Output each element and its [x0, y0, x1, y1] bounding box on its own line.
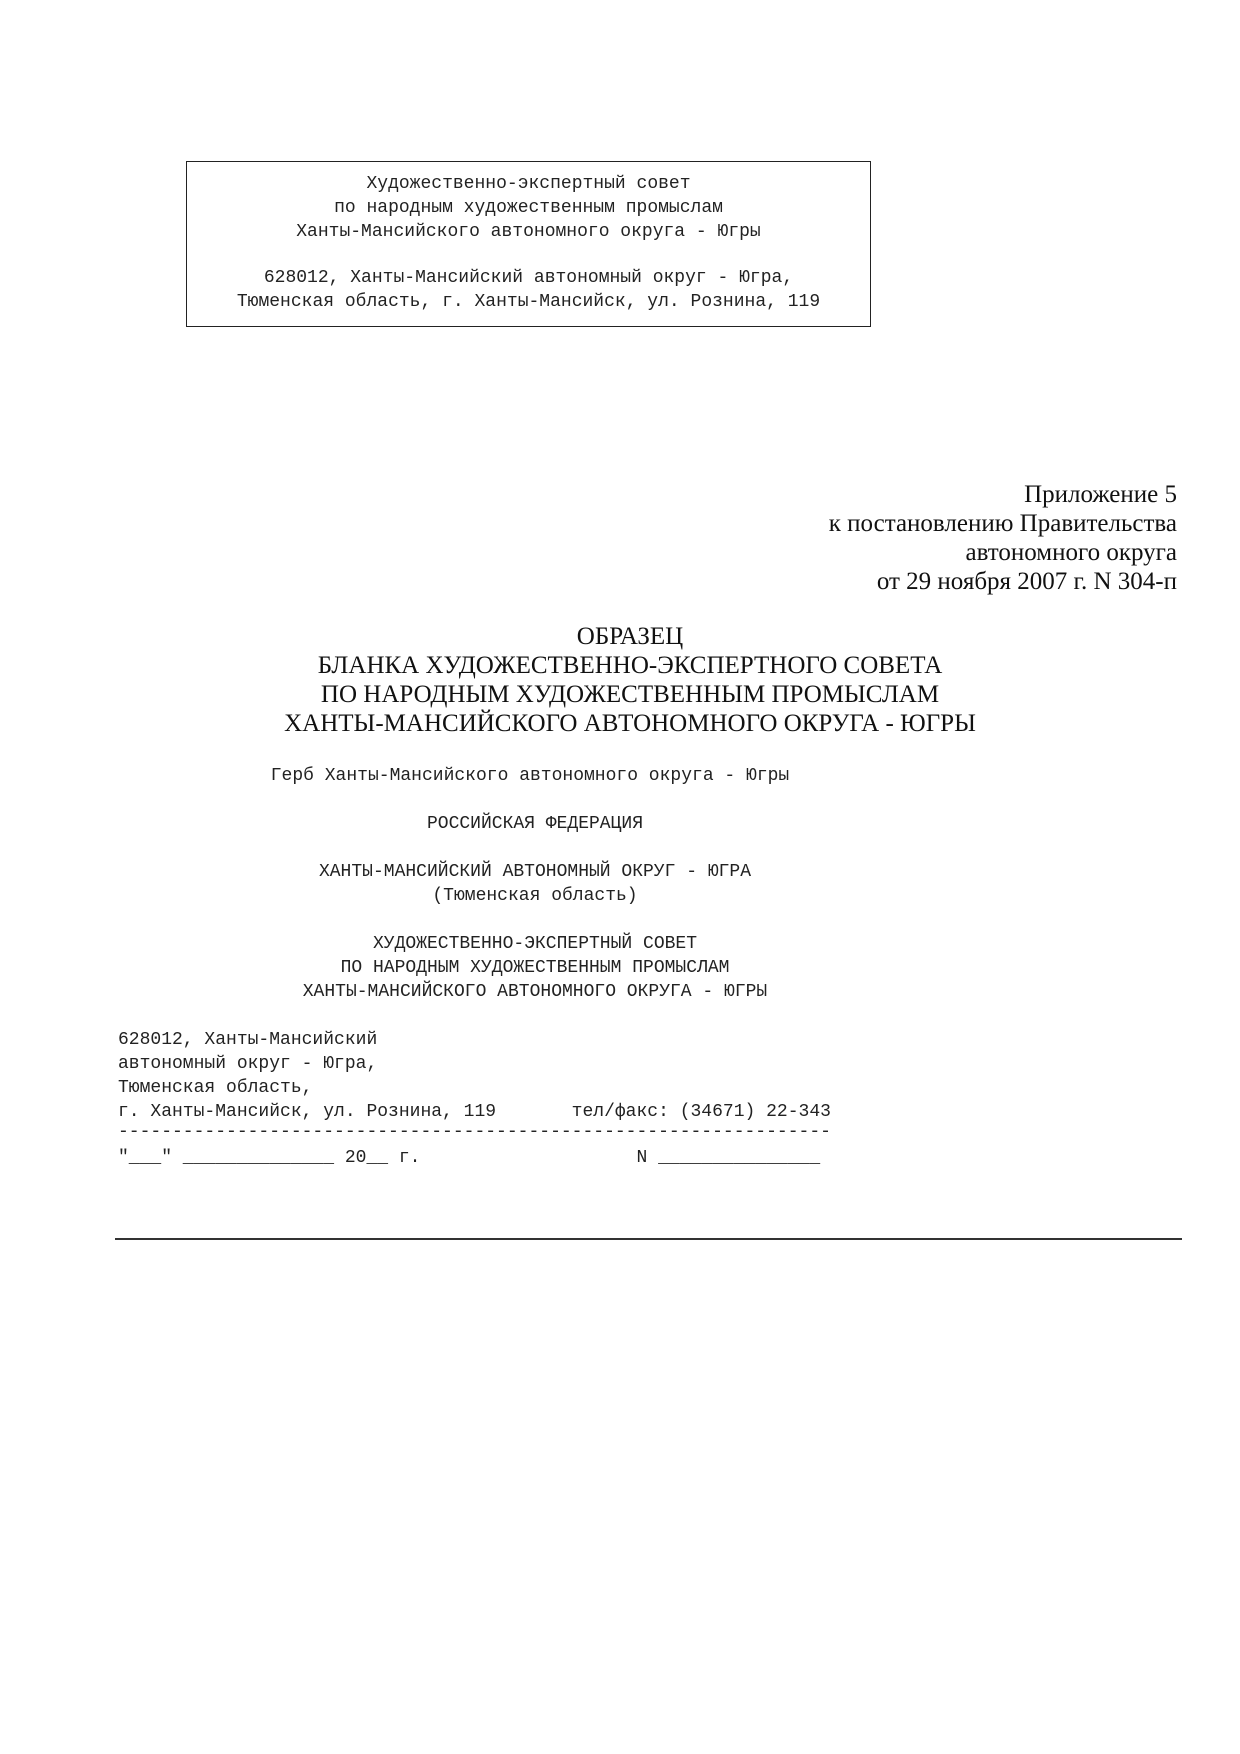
- appendix-block: [829, 480, 1177, 596]
- region-name: ХАНТЫ-МАНСИЙСКИЙ АВТОНОМНЫЙ ОКРУГ - ЮГРА: [318, 862, 752, 882]
- dashed-separator: ------------------------------------------------------------------: [118, 1122, 831, 1142]
- title-line: ПО НАРОДНЫМ ХУДОЖЕСТВЕННЫМ ПРОМЫСЛАМ: [320, 681, 940, 708]
- stamp-line: по народным художественным промыслам: [334, 198, 723, 218]
- stamp-line: Ханты-Мансийского автономного округа - Югры: [296, 222, 761, 242]
- stamp-line: 628012, Ханты-Мансийский автономный округ - Югра,: [263, 268, 794, 288]
- document-title: [280, 622, 980, 738]
- stamp-line: Тюменская область, г. Ханты-Мансийск, ул. Рознина, 119: [236, 292, 821, 312]
- region-sub: (Тюменская область): [432, 886, 638, 906]
- address-line: 628012, Ханты-Мансийский: [118, 1030, 378, 1050]
- appendix-line: Приложение 5: [1024, 481, 1177, 508]
- appendix-line: к постановлению Правительства: [828, 510, 1177, 537]
- address-line: Тюменская область,: [118, 1078, 313, 1098]
- org-name-line: ПО НАРОДНЫМ ХУДОЖЕСТВЕННЫМ ПРОМЫСЛАМ: [340, 958, 730, 978]
- title-line: БЛАНКА ХУДОЖЕСТВЕННО-ЭКСПЕРТНОГО СОВЕТА: [317, 652, 943, 679]
- stamp-box: [186, 161, 871, 327]
- appendix-line: от 29 ноября 2007 г. N 304-п: [876, 568, 1177, 595]
- coat-of-arms-caption: Герб Ханты-Мансийского автономного округа - Югры: [270, 766, 790, 786]
- address-phone-line: г. Ханты-Мансийск, ул. Рознина, 119 тел/факс: (34671) 22-343: [118, 1102, 831, 1122]
- title-line: ОБРАЗЕЦ: [576, 623, 684, 650]
- date-number-line: "___" ______________ 20__ г. N _______________: [118, 1148, 821, 1168]
- org-name-line: ХАНТЫ-МАНСИЙСКОГО АВТОНОМНОГО ОКРУГА - ЮГРЫ: [302, 982, 768, 1002]
- address-line: автономный округ - Югра,: [118, 1054, 378, 1074]
- org-name-line: ХУДОЖЕСТВЕННО-ЭКСПЕРТНЫЙ СОВЕТ: [372, 934, 698, 954]
- appendix-line: автономного округа: [965, 539, 1177, 566]
- country-name: РОССИЙСКАЯ ФЕДЕРАЦИЯ: [426, 814, 644, 834]
- stamp-line: Художественно-экспертный совет: [366, 174, 691, 194]
- horizontal-rule: [115, 1238, 1182, 1240]
- title-line: ХАНТЫ-МАНСИЙСКОГО АВТОНОМНОГО ОКРУГА - ЮГРЫ: [284, 710, 976, 737]
